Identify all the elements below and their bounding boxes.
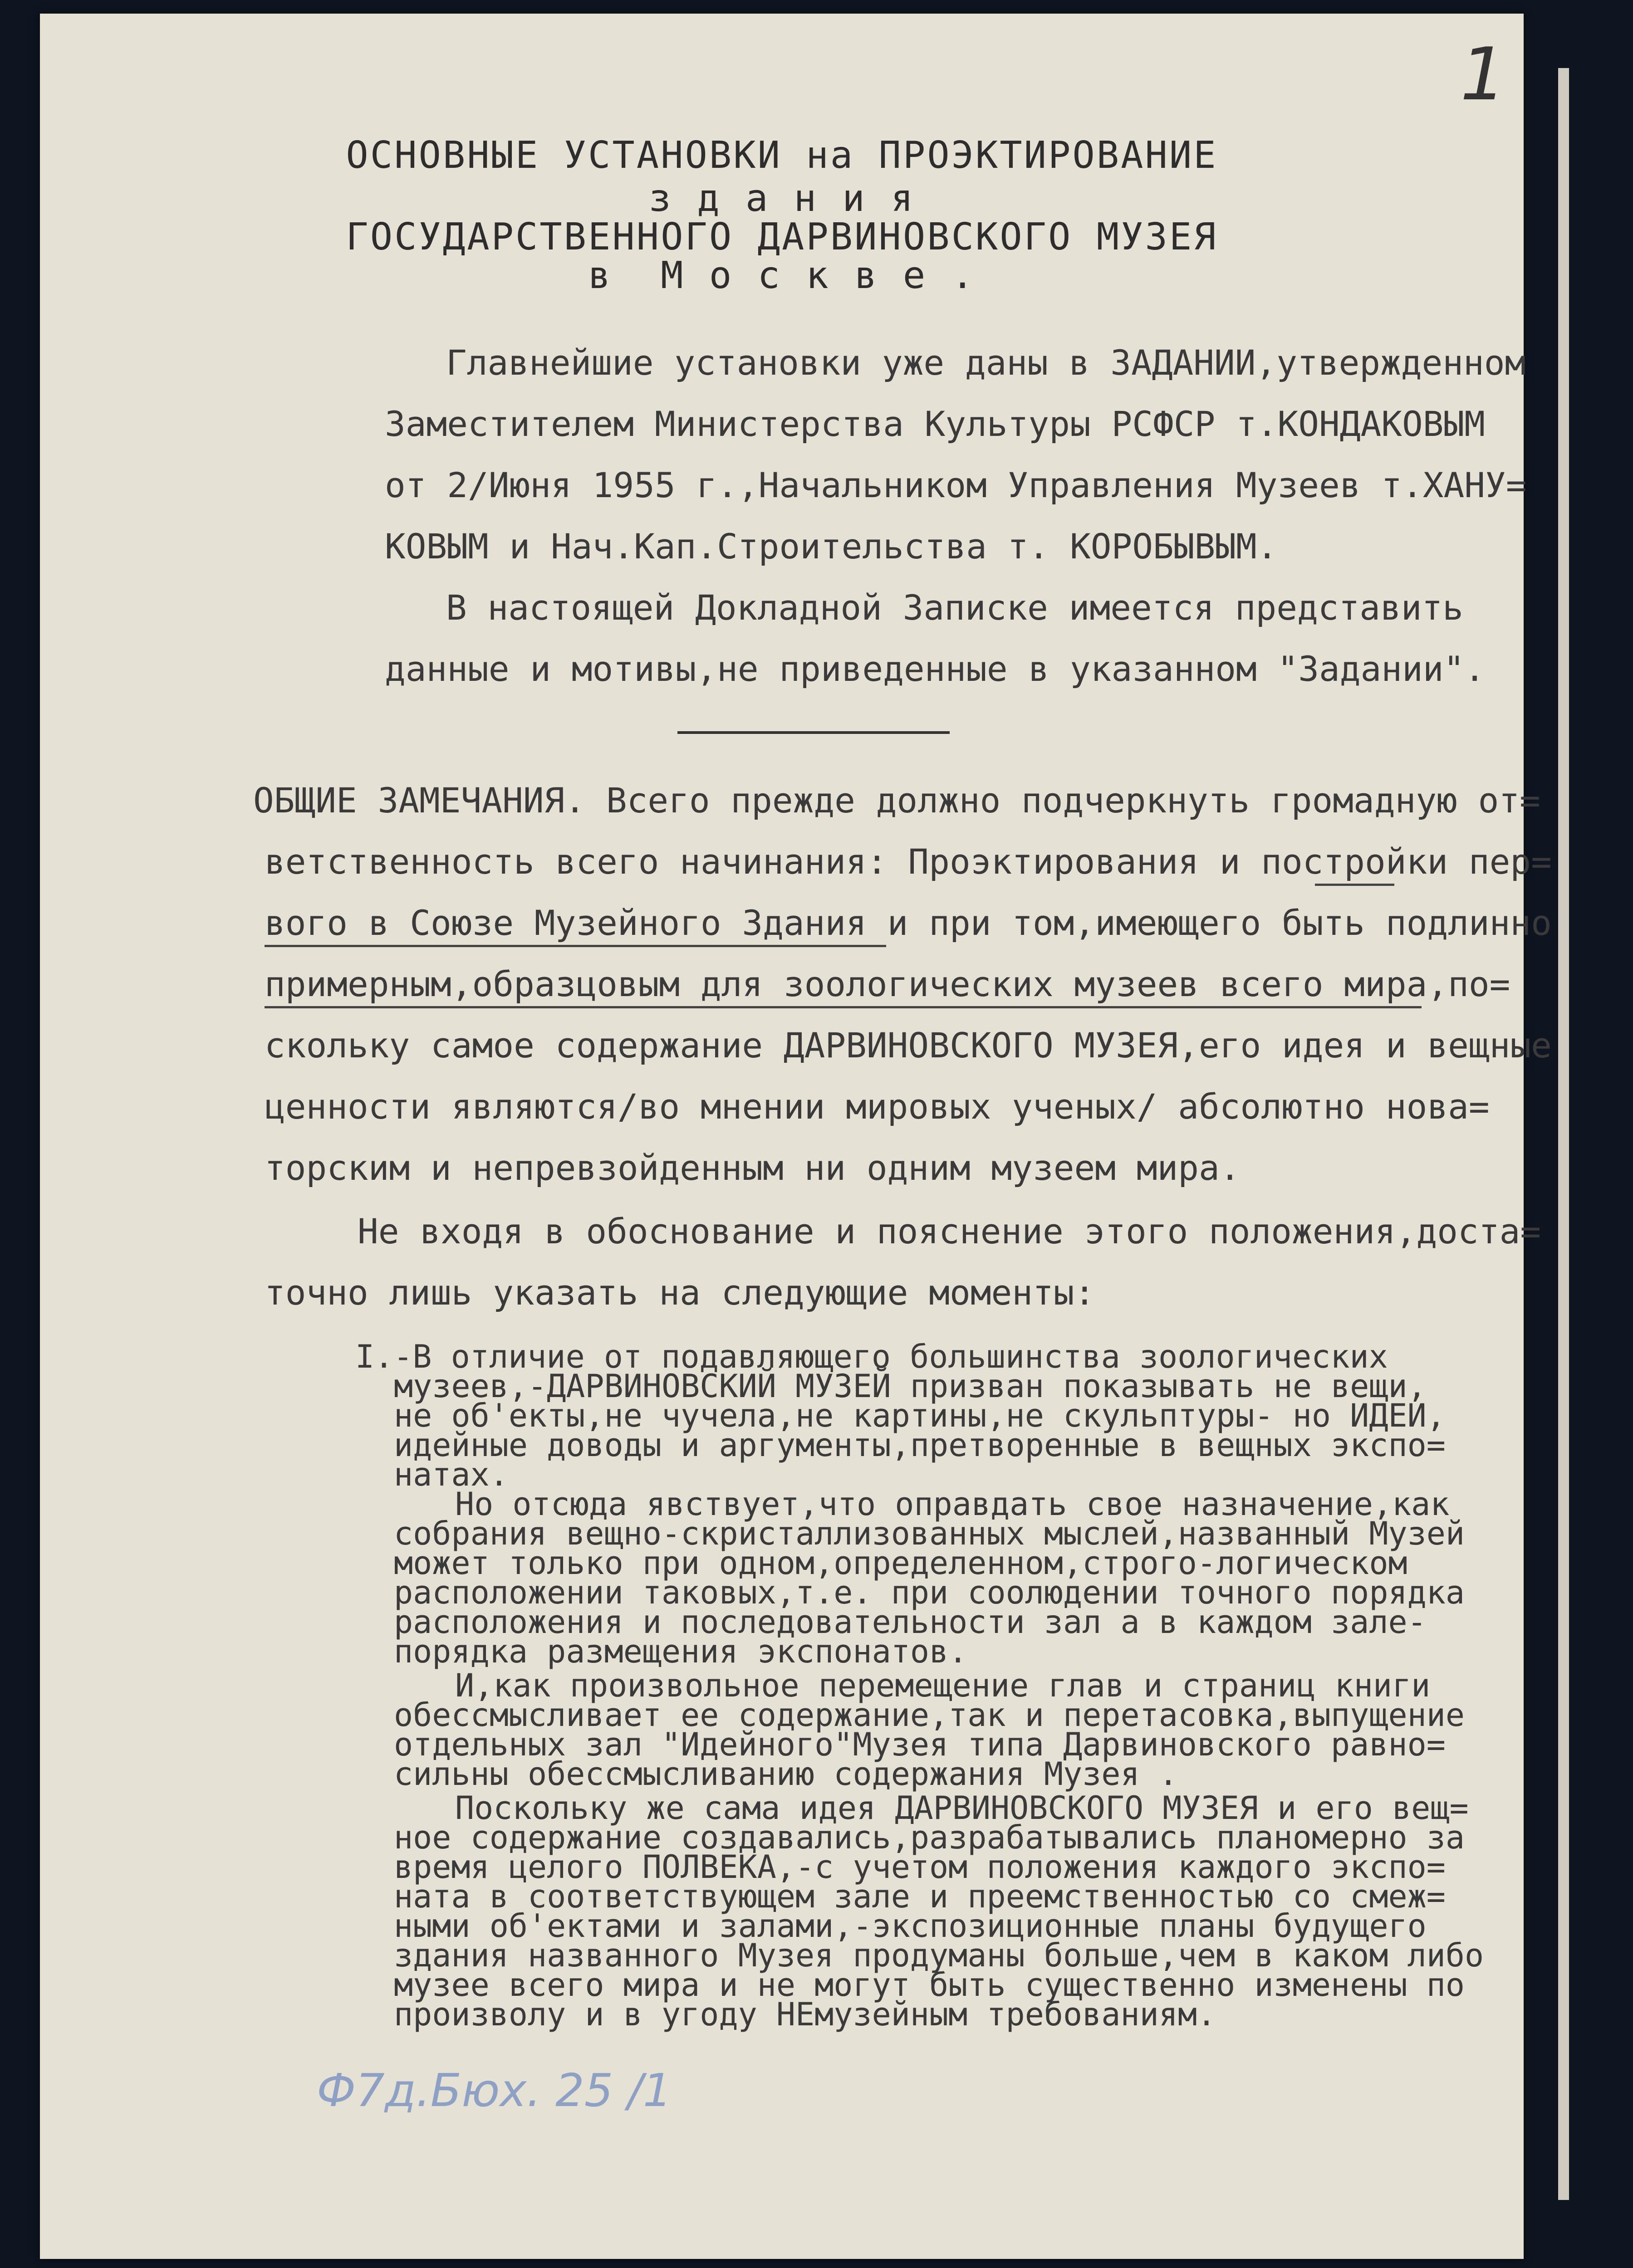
title-line: ГОСУДАРСТВЕННОГО ДАРВИНОВСКОГО МУЗЕЯ [346,215,1218,259]
general-line: вого в Союзе Музейного Здания и при том,имеющего быть подлинно [265,903,1552,943]
underline [1315,884,1394,886]
point-line: И,как произвольное перемещение глав и страниц книги [455,1667,1431,1704]
general-line: ОБЩИЕ ЗАМЕЧАНИЯ. Всего прежде должно подчеркнуть громадную от= [253,780,1540,821]
intro-line: от 2/Июня 1955 г.,Начальником Управления Музеев т.ХАНУ= [385,465,1527,505]
section-divider [677,731,950,734]
general-line: ценности являются/во мнении мировых ученых/ абсолютно нова= [265,1086,1490,1127]
point-line: ными об'ектами и залами,-экспозиционные планы будущего [394,1907,1427,1945]
point-line: I.-В отличие от подавляющего большинства зоологических [355,1338,1388,1375]
archive-note: Ф7д.Бюх. 25 /1 [317,2064,672,2117]
point-line: время целого ПОЛВЕКА,-с учетом положения каждого экспо= [394,1848,1446,1886]
page-number: 1 [1460,32,1506,117]
point-line: расположения и последовательности зал а в каждом зале- [394,1603,1427,1641]
intro-line: В настоящей Докладной Записке имеется представить [446,587,1464,628]
point-line: натах. [394,1456,509,1493]
point-line: отдельных зал "Идейного"Музея типа Дарвиновского равно= [394,1726,1446,1763]
general-line: торским и непревзойденным ни одним музеем мира. [265,1148,1241,1188]
general-line: примерным,образцовым для зоологических музеев всего мира,по= [265,964,1510,1004]
page-edge [1558,68,1569,2200]
document-page [40,14,1552,2259]
intro-line: данные и мотивы,не приведенные в указанном "Задании". [385,649,1486,689]
point-line: идейные доводы и аргументы,претворенные в вещных экспо= [394,1427,1446,1464]
point-line: сильны обессмысливанию содержания Музея . [394,1755,1178,1793]
intro-line: КОВЫМ и Нач.Кап.Строительства т. КОРОБЫВЫМ. [385,526,1278,567]
underline [265,1006,1422,1008]
point-line: здания названного Музея продуманы больше,чем в каком либо [394,1937,1484,1974]
point-line: ное содержание создавались,разрабатывались планомерно за [394,1819,1465,1856]
point-line: обессмысливает ее содержание,так и перетасовка,выпущение [394,1696,1465,1734]
point-line: порядка размещения экспонатов. [394,1633,968,1670]
title-line: ОСНОВНЫЕ УСТАНОВКИ на ПРОЭКТИРОВАНИЕ [346,134,1218,177]
point-line: не об'екты,не чучела,не картины,не скульптуры- но ИДЕИ, [394,1397,1446,1434]
general-line: скольку самое содержание ДАРВИНОВСКОГО МУЗЕЯ,его идея и вещные [265,1025,1552,1066]
general-line: ветственность всего начинания: Проэктирования и постройки пер= [265,841,1552,882]
point-line: музее всего мира и не могут быть существенно изменены по [394,1966,1465,2004]
title-line: в М о с к в е . [588,254,976,297]
point-line: Но отсюда явствует,что оправдать свое назначение,как [455,1486,1450,1523]
point-line: Поскольку же сама идея ДАРВИНОВСКОГО МУЗЕЯ и его вещ= [455,1789,1469,1827]
point-line: расположении таковых,т.е. при соолюдении точного порядка [394,1574,1465,1611]
point-line: собрания вещно-скристаллизованных мыслей,названный Музей [394,1515,1465,1552]
intro-line: Главнейшие установки уже даны в ЗАДАНИИ,утвержденном [446,342,1526,383]
general-line: Не входя в обоснование и пояснение этого положения,доста= [358,1211,1541,1251]
point-line: ната в соответствующем зале и преемственностью со смеж= [394,1878,1446,1915]
intro-line: Заместителем Министерства Культуры РСФСР т.КОНДАКОВЫМ [385,404,1486,444]
general-line: точно лишь указать на следующие моменты: [265,1272,1095,1313]
point-line: музеев,-ДАРВИНОВСКИЙ МУЗЕЙ призван показывать не вещи, [394,1368,1427,1405]
underline [265,945,886,947]
point-line: произволу и в угоду НЕмузейным требованиям. [394,1996,1216,2033]
title-line: з д а н и я [648,177,915,220]
point-line: может только при одном,определенном,строго-логическом [394,1545,1407,1582]
